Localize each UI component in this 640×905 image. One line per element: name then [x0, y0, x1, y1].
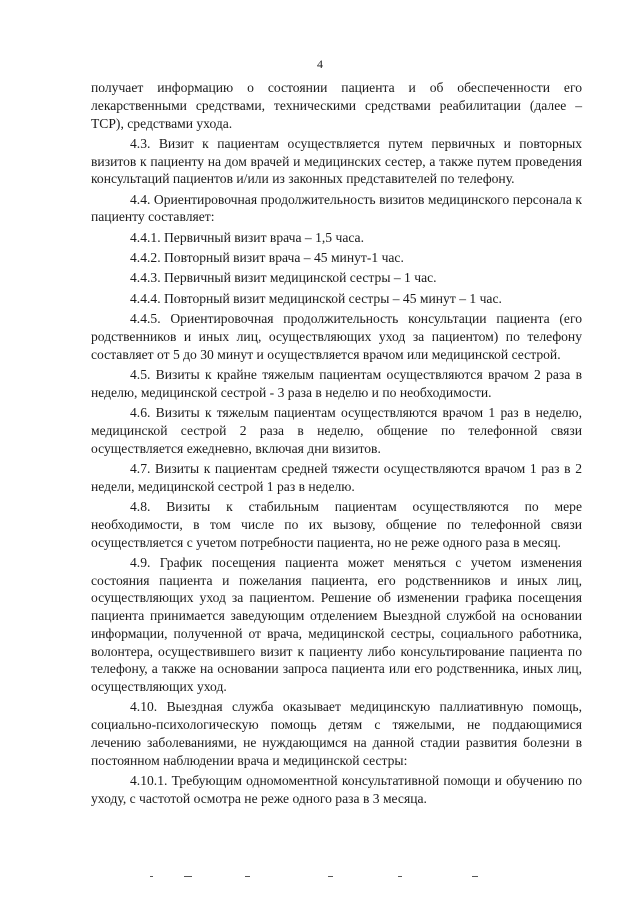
paragraph-4-3: 4.3. Визит к пациентам осуществляется путем первичных и повторных визитов к пациенту на дом врачей и медицинских сестер, а также путем проведения консультаций пациентов и/или из законных представителей по телефону. — [91, 135, 582, 187]
scan-mark — [150, 876, 153, 877]
paragraph-4-8: 4.8. Визиты к стабильным пациентам осуществляются по мере необходимости, в том числе по их вызову, общение по телефонной связи осуществляется с учетом потребности пациента, но не реже одного раза в месяц. — [91, 499, 582, 550]
paragraph-4-4-2: 4.4.2. Повторный визит врача – 45 минут-1 час. — [130, 250, 404, 266]
paragraph-4-4-4: 4.4.4. Повторный визит медицинской сестры – 45 минут – 1 час. — [130, 290, 502, 306]
paragraph-4-5: 4.5. Визиты к крайне тяжелым пациентам осуществляются врачом 2 раза в неделю, медицинской сестрой - 3 раза в неделю и по необходимости. — [91, 367, 582, 400]
scan-mark — [328, 876, 333, 877]
scan-mark — [398, 876, 402, 877]
paragraph-4-4-1: 4.4.1. Первичный визит врача – 1,5 часа. — [130, 229, 364, 245]
paragraph-4-4-5: 4.4.5. Ориентировочная продолжительность консультации пациента (его родственников и иных лиц, осуществляющих уход за пациентом) по телефону составляет от 5 до 30 минут и осуществляется врачом или медицинской сестрой. — [91, 311, 582, 362]
paragraph-4-9: 4.9. График посещения пациента может меняться с учетом изменения состояния пациента и пожелания пациента, его родственников и иных лиц, осуществляющих уход за пациентом. Решение об изменении графика посещения пациента принимается заведующим отделением Выездной службой на основании информации, полученной от врача, медицинской сестры, социального работника, волонтера, осуществившего визит к пациенту либо консультирование пациента по телефону, а также на основании запроса пациента или его родственника, иных лиц, осуществляющих уход. — [91, 554, 582, 695]
paragraph-4-7: 4.7. Визиты к пациентам средней тяжести осуществляются врачом 1 раз в 2 недели, медицинской сестрой 1 раз в неделю. — [91, 460, 582, 494]
scan-mark — [472, 876, 478, 877]
scan-mark — [245, 876, 250, 877]
document-body — [91, 79, 582, 810]
paragraph-4-6: 4.6. Визиты к тяжелым пациентам осуществляются врачом 1 раз в неделю, медицинской сестрой 2 раза в неделю, общение по телефонной связи осуществляется ежедневно, включая дни визитов. — [91, 405, 582, 456]
scan-mark — [184, 876, 192, 877]
paragraph-4-4-3: 4.4.3. Первичный визит медицинской сестры – 1 час. — [130, 270, 437, 286]
page-number: 4 — [317, 57, 323, 71]
paragraph-4-10-1: 4.10.1. Требующим одномоментной консультативной помощи и обучению по уходу, с частотой осмотра не реже одного раза в 3 месяца. — [91, 773, 582, 806]
paragraph-4-4: 4.4. Ориентировочная продолжительность визитов медицинского персонала к пациенту составляет: — [91, 191, 582, 225]
scan-artifact-marks — [150, 876, 480, 880]
paragraph-continuation: получает информацию о состоянии пациента и об обеспеченности его лекарственными средствами, техническими средствами реабилитации (далее – ТСР), средствами ухода. — [91, 80, 582, 131]
paragraph-4-10: 4.10. Выездная служба оказывает медицинскую паллиативную помощь, социально-психологическую помощь детям с тяжелыми, не поддающимися лечению заболеваниями, не нуждающимся на данной стадии развития болезни в постоянном наблюдении врача и медицинской сестры: — [91, 699, 582, 768]
